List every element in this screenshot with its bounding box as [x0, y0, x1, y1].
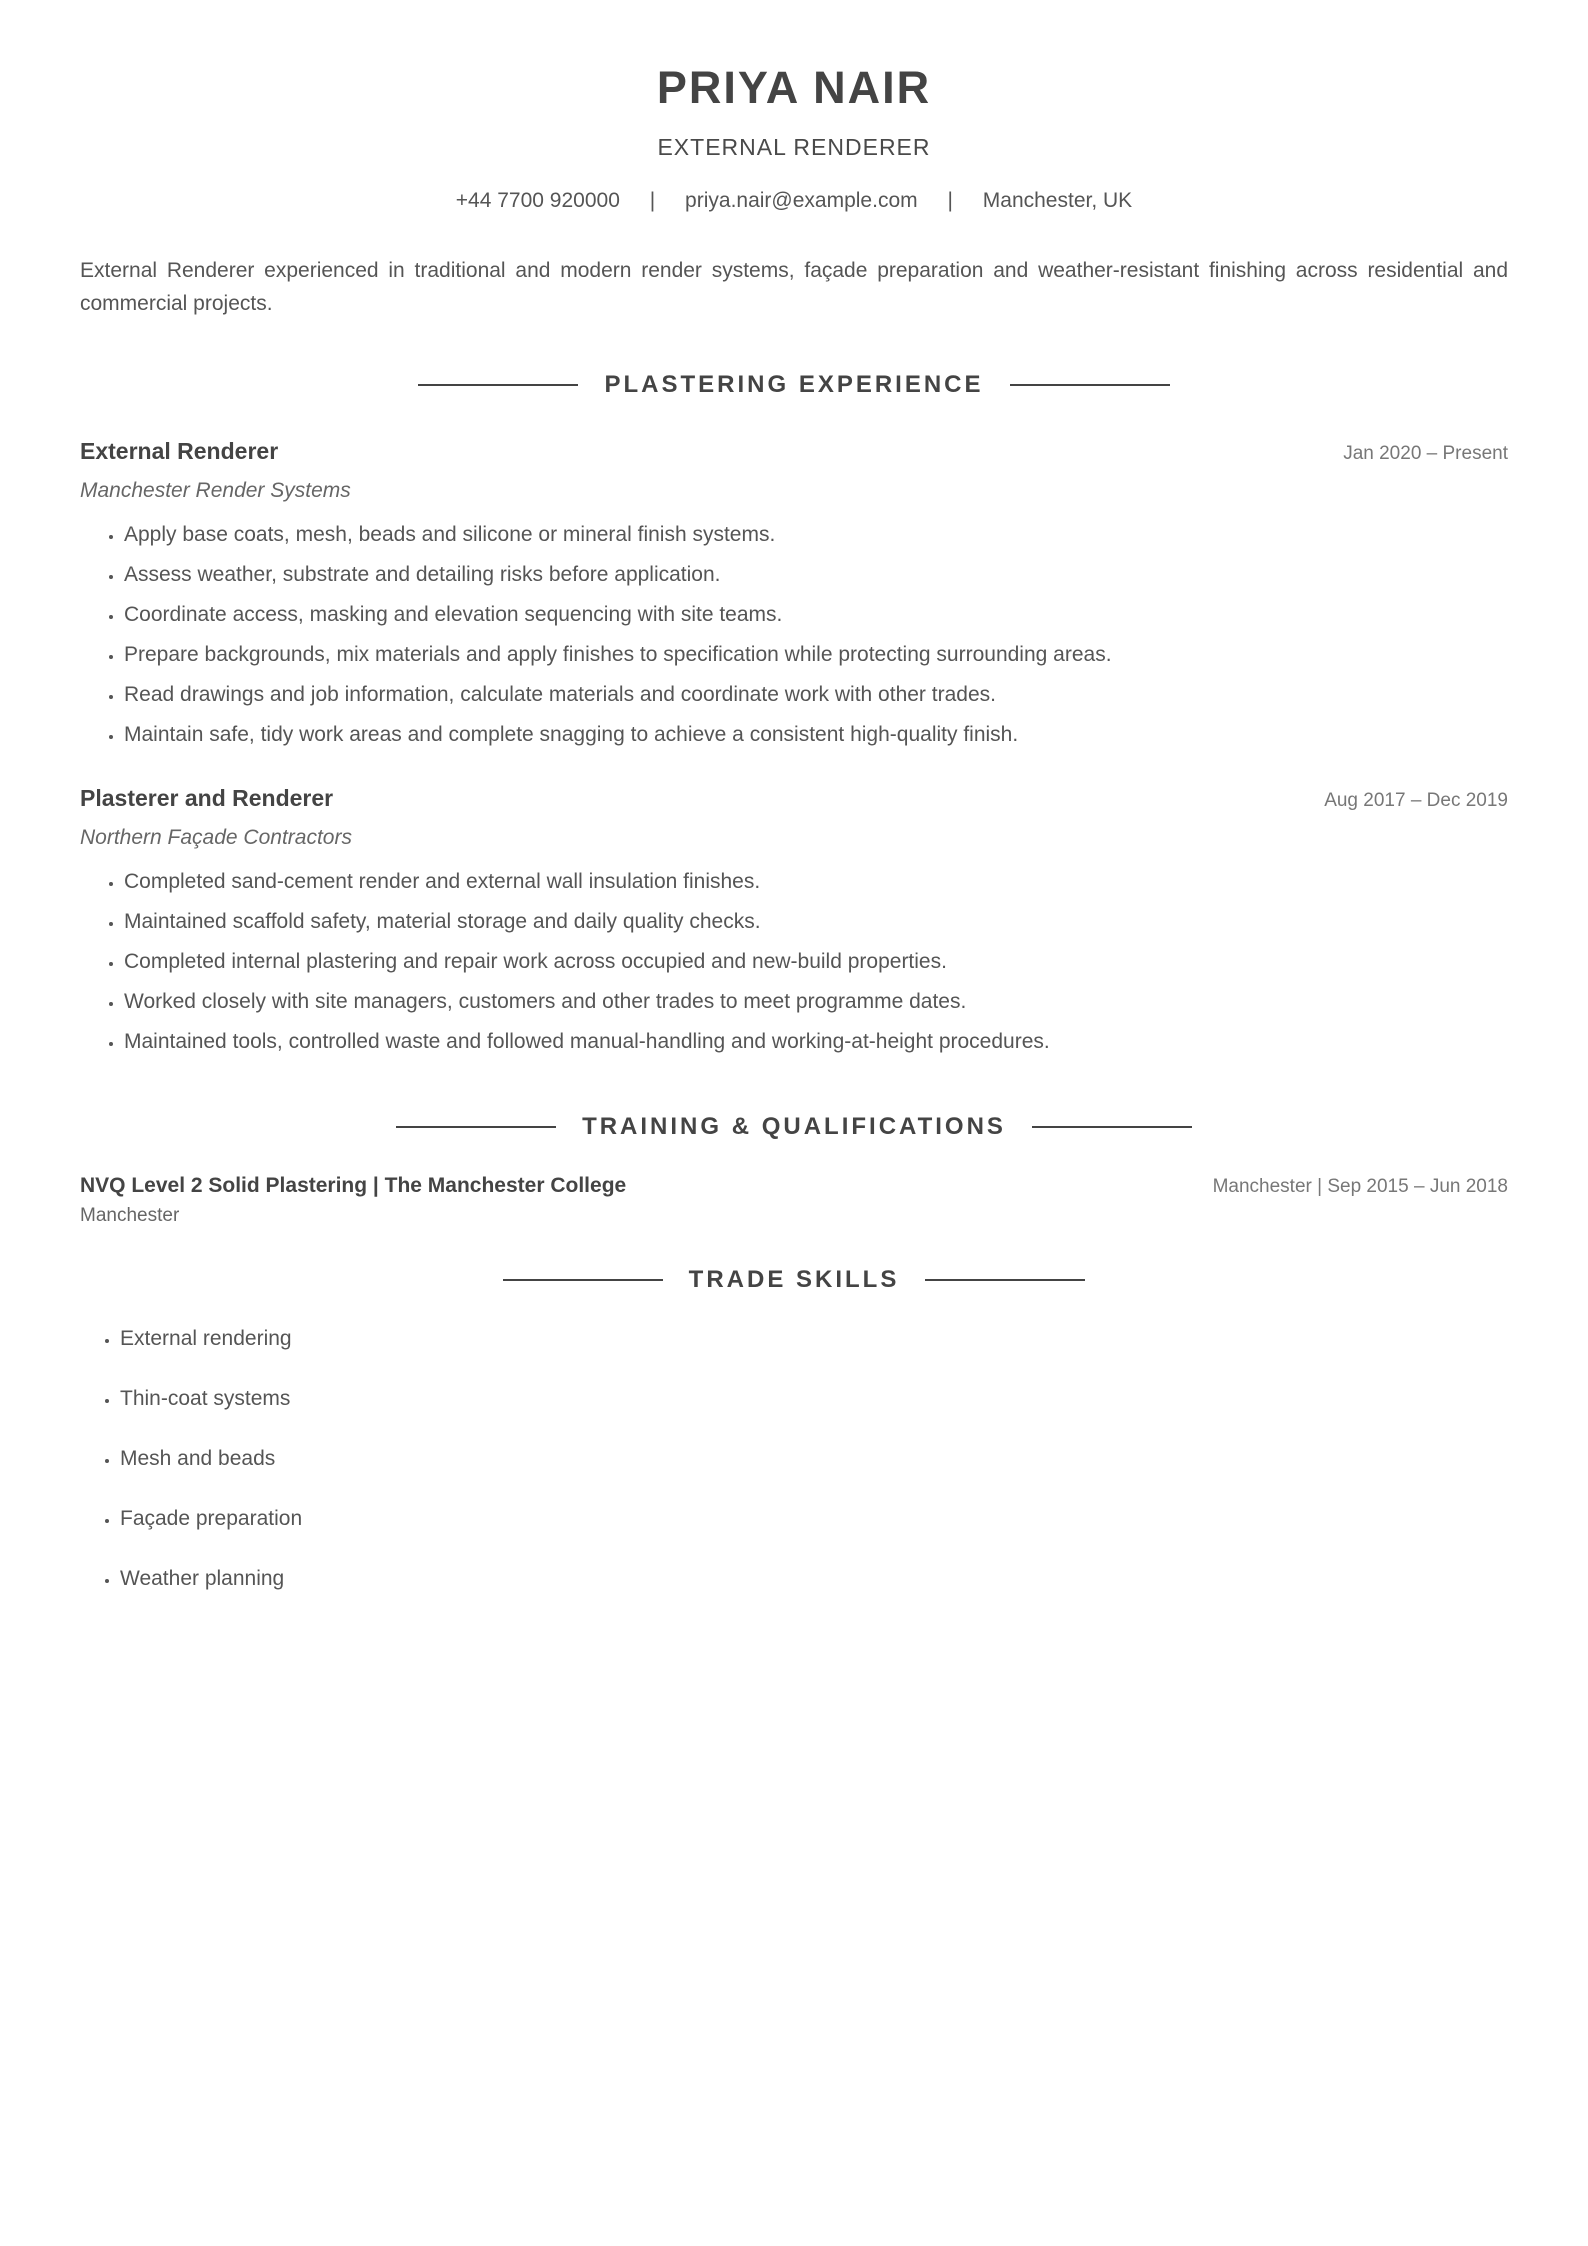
skill-item: • Mesh and beads	[120, 1445, 1508, 1473]
contact-separator: |	[947, 189, 953, 212]
contact-phone: +44 7700 920000	[455, 189, 620, 212]
section-title: TRAINING & QUALIFICATIONS	[582, 1113, 1006, 1140]
skills-section-heading	[80, 1265, 1508, 1295]
experience-section-heading	[80, 370, 1508, 400]
list-item: • Worked closely with site managers, customers and other trades to meet programme dates.	[124, 982, 1508, 1022]
job-company: Northern Façade Contractors	[80, 826, 352, 849]
candidate-name: PRIYA NAIR	[656, 62, 932, 113]
heading-rule-right	[1010, 384, 1170, 386]
job-title: Plasterer and Renderer	[80, 785, 334, 811]
list-item: • Apply base coats, mesh, beads and silicone or mineral finish systems.	[124, 515, 1508, 555]
skill-item: • External rendering	[120, 1325, 1508, 1353]
training-section-heading	[80, 1112, 1508, 1142]
qualification-entry	[80, 1172, 1508, 1229]
job-title: External Renderer	[80, 438, 279, 464]
section-title: PLASTERING EXPERIENCE	[604, 371, 984, 398]
list-item: • Completed internal plastering and repair work across occupied and new-build properties.	[124, 942, 1508, 982]
contact-line	[80, 186, 1508, 216]
heading-rule-right	[925, 1279, 1085, 1281]
section-title: TRADE SKILLS	[688, 1266, 900, 1293]
qualification-meta: Manchester | Sep 2015 – Jun 2018	[1212, 1176, 1508, 1197]
job-entry	[80, 436, 1508, 755]
list-item: • Maintain safe, tidy work areas and complete snagging to achieve a consistent high-quality finish.	[124, 715, 1508, 755]
heading-rule-left	[396, 1126, 556, 1128]
job-entry	[80, 783, 1508, 1062]
job-bullets	[80, 862, 1508, 1062]
heading-rule-left	[503, 1279, 663, 1281]
contact-location: Manchester, UK	[982, 189, 1133, 212]
list-item: • Completed sand-cement render and external wall insulation finishes.	[124, 862, 1508, 902]
skill-item: • Thin-coat systems	[120, 1385, 1508, 1413]
qualification-title: NVQ Level 2 Solid Plastering | The Manchester College	[80, 1174, 627, 1197]
job-dates: Jan 2020 – Present	[1343, 443, 1508, 464]
qualification-location: Manchester	[80, 1205, 180, 1226]
list-item: • Prepare backgrounds, mix materials and apply finishes to specification while protecting surrounding areas.	[124, 635, 1508, 675]
professional-summary: External Renderer experienced in traditional and modern render systems, façade preparation and weather-resistant finishing across residential and commercial projects.	[80, 259, 1508, 315]
qualification-header	[80, 1172, 1508, 1201]
job-company: Manchester Render Systems	[80, 479, 351, 502]
skill-item: • Weather planning	[120, 1565, 1508, 1593]
job-bullets	[80, 515, 1508, 755]
job-header	[80, 436, 1508, 469]
heading-rule-right	[1032, 1126, 1192, 1128]
candidate-headline: EXTERNAL RENDERER	[657, 134, 931, 160]
skills-list	[80, 1325, 1508, 1593]
contact-separator: |	[649, 189, 656, 212]
list-item: • Maintained tools, controlled waste and followed manual-handling and working-at-height procedures.	[124, 1022, 1508, 1062]
skill-item: • Façade preparation	[120, 1505, 1508, 1533]
job-header	[80, 783, 1508, 816]
heading-rule-left	[418, 384, 578, 386]
list-item: • Maintained scaffold safety, material storage and daily quality checks.	[124, 902, 1508, 942]
list-item: • Assess weather, substrate and detailing risks before application.	[124, 555, 1508, 595]
contact-email: priya.nair@example.com	[685, 189, 918, 212]
list-item: • Coordinate access, masking and elevation sequencing with site teams.	[124, 595, 1508, 635]
job-dates: Aug 2017 – Dec 2019	[1324, 790, 1508, 811]
list-item: • Read drawings and job information, calculate materials and coordinate work with other trades.	[124, 675, 1508, 715]
